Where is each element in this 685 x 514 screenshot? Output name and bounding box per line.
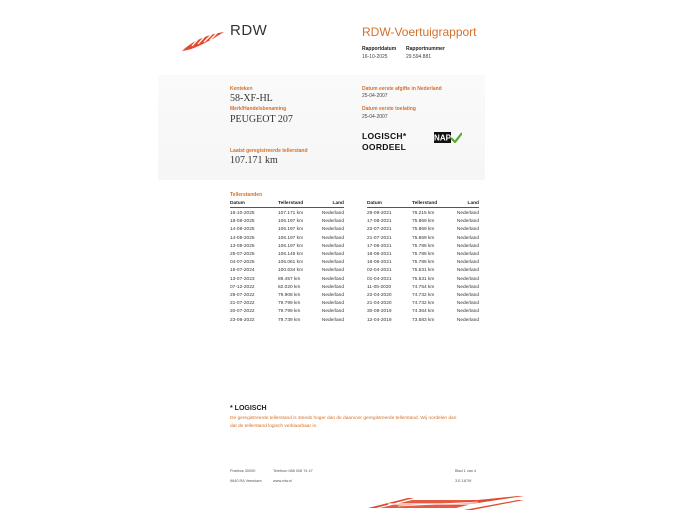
row-date: 14-08-2025	[230, 227, 255, 233]
row-country: Nederland	[456, 284, 479, 290]
report-title: RDW-Voertuigrapport	[362, 25, 477, 39]
row-country: Nederland	[321, 260, 344, 266]
plate-label: Kenteken	[230, 86, 253, 92]
row-date: 07-12-2022	[230, 284, 255, 290]
row-reading: 74.732 km	[412, 293, 435, 298]
report-number-label: Rapportnummer	[406, 46, 445, 52]
col-country: Land	[332, 201, 344, 206]
row-reading: 74.732 km	[412, 301, 435, 307]
footnote-title: * LOGISCH	[230, 405, 267, 412]
row-country: Nederland	[321, 227, 344, 233]
row-reading: 74.754 km	[412, 284, 435, 290]
row-reading: 107.171 km	[278, 211, 304, 216]
footer-postbus: Postbus 30000	[230, 469, 256, 473]
report-number: 29.594.881	[406, 54, 432, 60]
row-date: 11-05-2020	[367, 284, 392, 290]
row-date: 04-07-2025	[230, 260, 255, 266]
row-reading: 75.531 km	[412, 268, 435, 274]
row-reading: 79.799 km	[278, 301, 301, 307]
col-date: Datum	[230, 201, 245, 206]
footer-stripes-icon	[368, 494, 526, 512]
row-country: Nederland	[321, 219, 344, 225]
footer-web: www.rdw.nl	[273, 479, 292, 483]
header-divider	[230, 207, 344, 208]
row-country: Nederland	[456, 235, 479, 241]
first-issue-value: 25-04-2007	[362, 93, 388, 99]
row-reading: 73.583 km	[412, 317, 435, 323]
footnote-line2: dat de tellerstand logisch verklaarbaar is.	[230, 424, 318, 429]
row-reading: 75.869 km	[412, 227, 435, 233]
row-reading: 106.197 km	[278, 227, 304, 233]
row-date: 16-10-2025	[230, 211, 255, 216]
row-country: Nederland	[321, 317, 344, 323]
header-divider	[367, 207, 479, 208]
row-date: 13-07-2023	[230, 276, 255, 282]
row-date: 16-06-2021	[367, 260, 392, 266]
row-date: 14-08-2025	[230, 235, 255, 241]
row-date: 25-07-2025	[230, 252, 255, 257]
row-date: 30-08-2019	[367, 309, 392, 315]
row-date: 15-07-2024	[230, 268, 255, 274]
row-country: Nederland	[456, 252, 479, 257]
row-date: 21-07-2022	[230, 301, 255, 307]
row-date: 01-04-2021	[367, 276, 392, 282]
row-date: 20-07-2022	[230, 309, 255, 315]
row-date: 29-09-2021	[367, 211, 392, 216]
row-country: Nederland	[321, 301, 344, 307]
row-reading: 100.634 km	[278, 268, 304, 274]
row-country: Nederland	[321, 243, 344, 249]
row-reading: 79.799 km	[278, 309, 301, 315]
row-country: Nederland	[321, 268, 344, 274]
row-country: Nederland	[456, 260, 479, 266]
row-country: Nederland	[456, 227, 479, 233]
row-reading: 79.908 km	[278, 293, 301, 298]
row-reading: 74.364 km	[412, 309, 435, 315]
row-reading: 82.020 km	[278, 284, 301, 290]
row-country: Nederland	[321, 309, 344, 315]
row-date: 16-06-2021	[367, 252, 392, 257]
readings-title: Tellerstanden	[230, 192, 263, 198]
nap-logo-text: NAP	[434, 133, 451, 143]
footer-page: Blad 1 van 4	[455, 469, 477, 473]
row-reading: 106.145 km	[278, 252, 304, 257]
footer-code: 3.E.1670f	[455, 479, 472, 483]
row-date: 02-04-2021	[367, 268, 392, 274]
row-date: 12-04-2019	[367, 317, 392, 323]
row-date: 29-07-2022	[230, 293, 255, 298]
row-country: Nederland	[456, 243, 479, 249]
row-country: Nederland	[456, 268, 479, 274]
row-reading: 106.197 km	[278, 219, 304, 225]
brand-name: RDW	[230, 22, 268, 39]
make-label: Merk/Handelsbenaming	[230, 106, 287, 112]
footnote-line1: De geregistreerde tellerstand is steeds hoger dan de daarvoor geregistreerde tellerstand. Wij oordelen dan	[230, 416, 457, 421]
row-reading: 106.061 km	[278, 260, 304, 266]
row-reading: 75.785 km	[412, 260, 435, 266]
row-country: Nederland	[321, 284, 344, 290]
row-date: 22-04-2020	[367, 293, 392, 298]
first-issue-label: Datum eerste afgifte in Nederland	[362, 86, 442, 92]
row-country: Nederland	[321, 276, 344, 282]
row-date: 13-08-2025	[230, 243, 255, 249]
col-date: Datum	[367, 201, 382, 206]
row-reading: 106.197 km	[278, 243, 304, 249]
row-country: Nederland	[456, 301, 479, 307]
row-country: Nederland	[321, 293, 344, 298]
row-date: 18-08-2025	[230, 219, 255, 225]
row-country: Nederland	[456, 276, 479, 282]
verdict-line2: OORDEEL	[362, 142, 407, 152]
row-reading: 75.531 km	[412, 276, 435, 282]
row-country: Nederland	[321, 211, 344, 216]
row-country: Nederland	[456, 211, 479, 216]
first-admission-label: Datum eerste toelating	[362, 106, 416, 112]
row-country: Nederland	[456, 309, 479, 315]
last-odometer-label: Laatst geregistreerde tellerstand	[230, 148, 308, 154]
row-date: 21-07-2021	[367, 235, 392, 241]
verdict-line1: LOGISCH*	[362, 131, 407, 141]
make-value: PEUGEOT 207	[230, 114, 293, 125]
last-odometer-value: 107.171 km	[230, 155, 278, 166]
row-date: 17-08-2021	[367, 219, 392, 225]
row-date: 21-04-2020	[367, 301, 392, 307]
row-date: 22-07-2021	[367, 227, 392, 233]
row-country: Nederland	[456, 293, 479, 298]
row-country: Nederland	[456, 219, 479, 225]
col-reading: Tellerstand	[278, 201, 304, 206]
row-reading: 75.785 km	[412, 243, 435, 249]
verdict	[362, 131, 432, 153]
row-date: 23-06-2022	[230, 317, 255, 323]
row-reading: 75.869 km	[412, 235, 435, 241]
row-reading: 79.739 km	[278, 317, 301, 323]
row-reading: 89.457 km	[278, 276, 301, 282]
plate-value: 58-XF-HL	[230, 93, 273, 104]
rdw-logo-icon	[180, 29, 226, 53]
col-country: Land	[467, 201, 479, 206]
row-reading: 75.785 km	[412, 252, 435, 257]
nap-logo-icon	[434, 132, 462, 143]
row-reading: 106.197 km	[278, 235, 304, 241]
report-date: 16-10-2025	[362, 54, 388, 60]
footer-phone: Telefoon 088 008 74 47	[273, 469, 313, 473]
report-date-label: Rapportdatum	[362, 46, 397, 52]
row-date: 17-06-2021	[367, 243, 392, 249]
row-country: Nederland	[456, 317, 479, 323]
col-reading: Tellerstand	[412, 201, 438, 206]
first-admission-value: 25-04-2007	[362, 114, 388, 120]
row-country: Nederland	[321, 235, 344, 241]
footer-city: 9640 RA Veendam	[230, 479, 262, 483]
row-reading: 76.215 km	[412, 211, 435, 216]
row-country: Nederland	[321, 252, 344, 257]
row-reading: 75.869 km	[412, 219, 435, 225]
